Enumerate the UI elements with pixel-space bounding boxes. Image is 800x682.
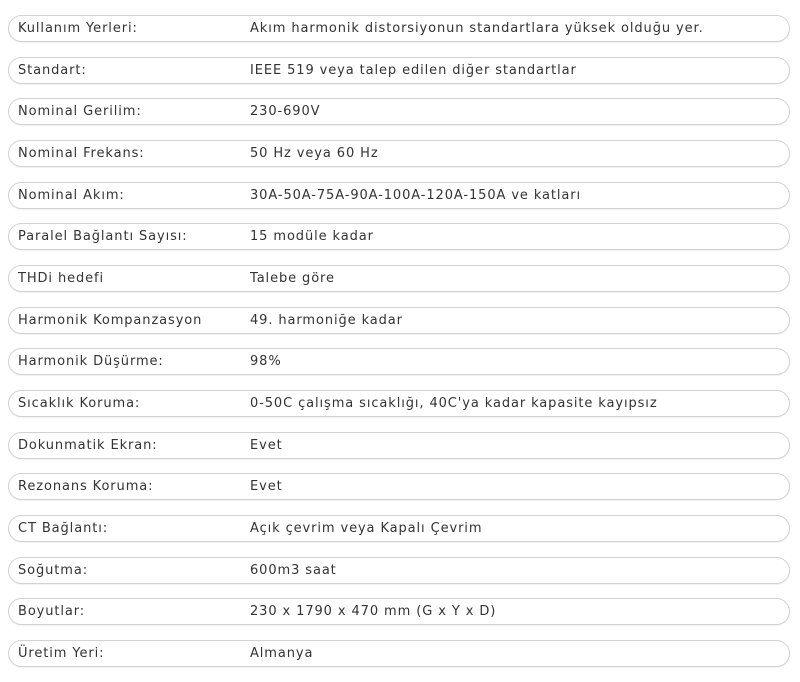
spec-value: IEEE 519 veya talep edilen diğer standartlar	[250, 62, 577, 78]
spec-value: Almanya	[250, 645, 314, 661]
spec-value: Evet	[250, 437, 283, 453]
spec-value: Akım harmonik distorsiyonun standartlara yüksek olduğu yer.	[250, 21, 704, 36]
spec-label: Nominal Akım:	[18, 187, 125, 203]
spec-value: 49. harmoniğe kadar	[250, 312, 403, 328]
spec-label: Paralel Bağlantı Sayısı:	[18, 229, 188, 245]
spec-label: Dokunmatik Ekran:	[18, 437, 158, 453]
spec-label: Kullanım Yerleri:	[18, 21, 138, 36]
spec-row-resonance-protection	[8, 473, 790, 500]
spec-row-ct-connection	[8, 515, 790, 542]
spec-value: 50 Hz veya 60 Hz	[250, 145, 379, 161]
spec-label: THDi hedefi	[18, 270, 105, 286]
spec-label: Harmonik Kompanzasyon	[18, 312, 203, 328]
spec-label: Nominal Frekans:	[18, 145, 145, 161]
spec-value: 15 modüle kadar	[250, 229, 374, 245]
spec-label: Harmonik Düşürme:	[18, 354, 164, 370]
spec-value: Açık çevrim veya Kapalı Çevrim	[250, 520, 483, 536]
spec-row-dimensions	[8, 598, 790, 625]
spec-label: Standart:	[18, 62, 87, 78]
spec-value: Talebe göre	[250, 270, 335, 286]
spec-value: Evet	[250, 479, 283, 495]
spec-label: Sıcaklık Koruma:	[18, 395, 141, 411]
spec-row-standard	[8, 57, 790, 84]
spec-row-nominal-current	[8, 182, 790, 209]
spec-row-thdi-target	[8, 265, 790, 292]
spec-row-harmonic-reduction	[8, 348, 790, 375]
spec-value: 30A-50A-75A-90A-100A-120A-150A ve katları	[250, 187, 582, 203]
spec-value: 230 x 1790 x 470 mm (G x Y x D)	[250, 604, 497, 620]
spec-row-harmonic-compensation	[8, 307, 790, 334]
spec-row-temperature-protection	[8, 390, 790, 417]
spec-value: 0-50C çalışma sıcaklığı, 40C'ya kadar kapasite kayıpsız	[250, 395, 658, 411]
spec-label: Nominal Gerilim:	[18, 104, 142, 120]
spec-value: 230-690V	[250, 104, 321, 120]
spec-label: Rezonans Koruma:	[18, 479, 154, 495]
spec-label: Üretim Yeri:	[18, 645, 105, 661]
spec-value: 600m3 saat	[250, 562, 337, 578]
spec-list	[8, 15, 790, 682]
spec-row-origin	[8, 640, 790, 667]
spec-label: Boyutlar:	[18, 604, 86, 620]
spec-row-touch-screen	[8, 432, 790, 459]
spec-label: Soğutma:	[18, 562, 89, 578]
spec-row-nominal-frequency	[8, 140, 790, 167]
spec-row-nominal-voltage	[8, 98, 790, 125]
spec-row-usage	[8, 15, 790, 42]
spec-label: CT Bağlantı:	[18, 520, 108, 536]
spec-row-parallel-connection	[8, 223, 790, 250]
spec-value: 98%	[250, 354, 282, 370]
spec-row-cooling	[8, 557, 790, 584]
